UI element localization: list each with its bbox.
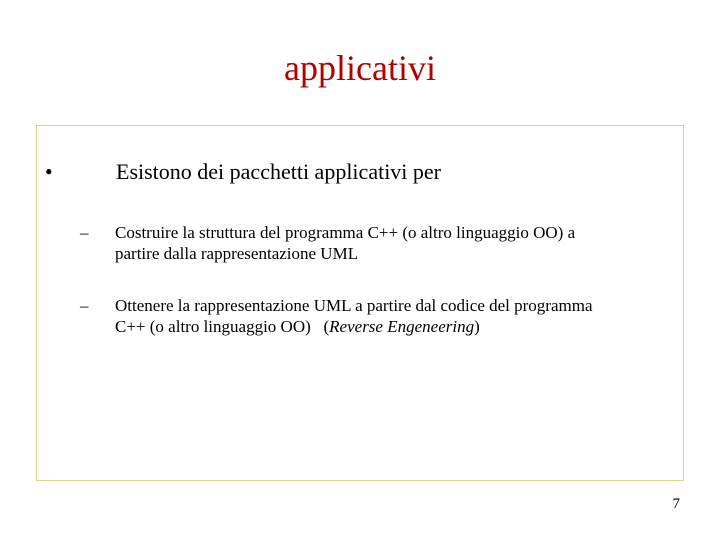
sub-point-2-line-2 [115,316,685,337]
sub-point-1 [115,222,685,264]
main-point-text: Esistono dei pacchetti applicativi per [116,159,442,184]
reverse-engineering-term: Reverse Engeneering [329,317,475,336]
sub-point-1-line-2: partire dalla rappresentazione UML [115,244,359,263]
sub-point-1-line-1: Costruire la struttura del programma C++ (o altro linguaggio OO) a [115,223,576,242]
sub-point-2-line-1: Ottenere la rappresentazione UML a partire dal codice del programma [115,296,593,315]
slide-title: applicativi [284,48,436,88]
sub-point-2 [115,295,685,337]
page-number: 7 [672,496,680,512]
sub-point-1-dash: – [80,223,89,242]
bullet-symbol: • [45,159,53,184]
sub-point-2-line-2-prefix: C++ (o altro linguaggio OO) ( [115,317,330,336]
sub-point-2-line-2-suffix: ) [474,317,480,336]
sub-point-2-dash: – [80,296,89,315]
